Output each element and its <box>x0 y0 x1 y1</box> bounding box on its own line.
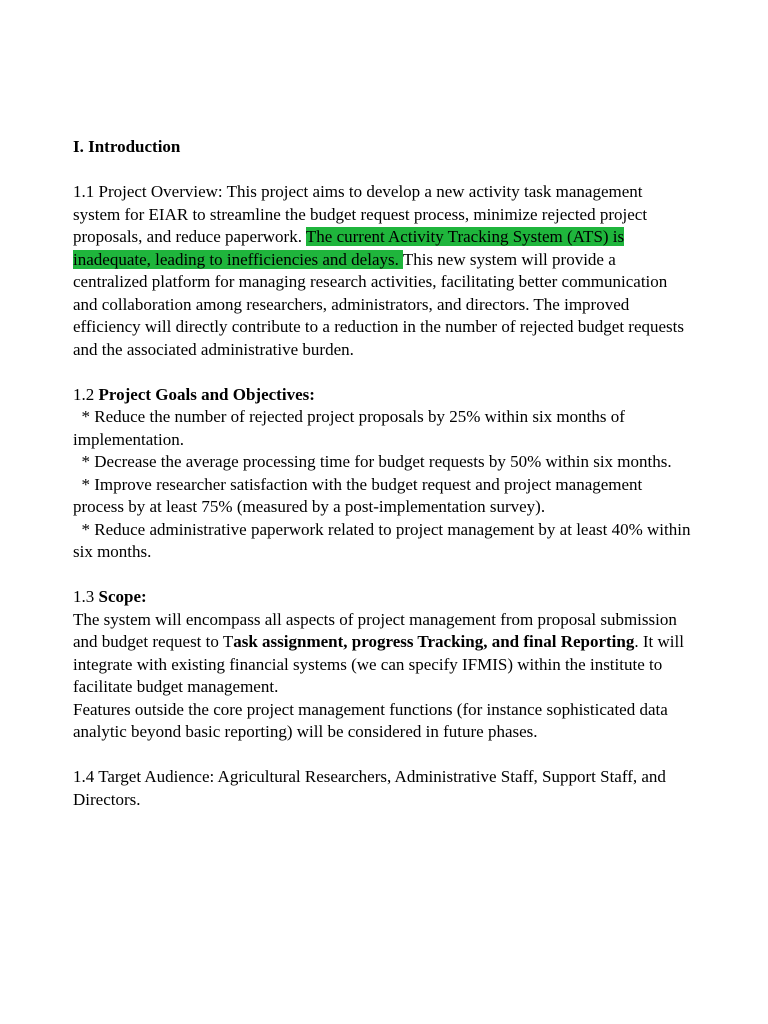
highlighted-text: The current Activity Tracking System (ATS) is inadequate, leading to inefficiencies and delays. <box>73 227 625 269</box>
scope-text-b: . It will integrate with existing financial systems (we can specify IFMIS) within the institute to facilitate budget management. <box>73 632 684 696</box>
overview-lead-text: 1.1 Project Overview: This project aims to develop a new activity task management system for EIAR to streamline the budget request process, minimize rejected project proposals, and reduce paperwork. <box>73 182 648 246</box>
section-heading: I. Introduction <box>73 137 181 156</box>
scope-title: Scope: <box>98 587 147 606</box>
spacer <box>73 361 693 384</box>
overview-tail-text: This new system will provide a centralized platform for managing research activities, facilitating better communication and collaboration among researchers, administrators, and directors. The improved efficiency will directly contribute to a reduction in the number of rejected budget requests and the associated administrative burden. <box>73 249 684 359</box>
goals-title: Project Goals and Objectives: <box>98 384 315 404</box>
spacer <box>73 159 693 182</box>
scope-paragraph <box>73 609 693 699</box>
scope-features-paragraph: Features outside the core project management functions (for instance sophisticated data analytic beyond basic reporting) will be considered in future phases. <box>73 699 668 741</box>
project-overview-paragraph <box>73 181 693 361</box>
scope-number: 1.3 <box>73 587 99 606</box>
target-audience-paragraph: 1.4 Target Audience: Agricultural Researchers, Administrative Staff, Support Staff, and Directors. <box>73 767 666 809</box>
goals-number: 1.2 <box>73 384 99 404</box>
goal-item: * Improve researcher satisfaction with the budget request and project management process by at least 75% (measured by a post-implementation survey). <box>73 474 647 516</box>
goals-heading <box>73 384 693 407</box>
scope-text-a: The system will encompass all aspects of project management from proposal submission and budget request to T <box>73 609 677 651</box>
goal-item: * Reduce the number of rejected project proposals by 25% within six months of implementation. <box>73 407 630 449</box>
scope-bold-text: ask assignment, progress Tracking, and final Reporting <box>233 632 635 651</box>
scope-heading <box>73 586 693 609</box>
goal-item: * Decrease the average processing time for budget requests by 50% within six months. <box>73 452 672 471</box>
spacer <box>73 564 693 587</box>
spacer <box>73 744 693 767</box>
goal-item: * Reduce administrative paperwork related to project management by at least 40% within six months. <box>73 519 695 561</box>
document-page <box>73 136 693 811</box>
